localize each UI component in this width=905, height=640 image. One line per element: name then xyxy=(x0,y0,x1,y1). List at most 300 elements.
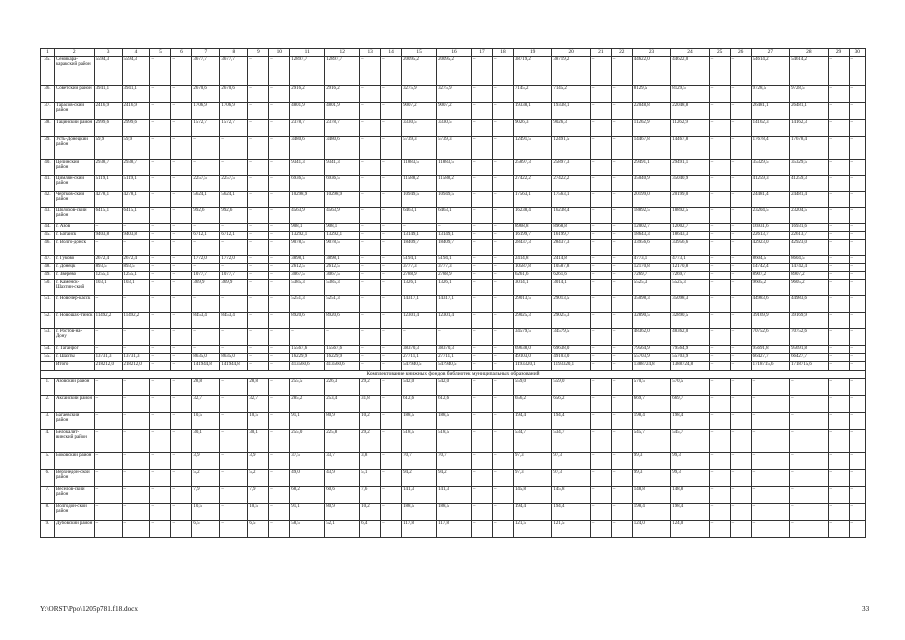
value-cell: – xyxy=(360,137,381,160)
value-cell: 3275,9 xyxy=(402,86,437,103)
value-cell: 10298,9 xyxy=(290,192,325,208)
value-cell: – xyxy=(171,362,192,371)
value-cell: 54614,2 xyxy=(751,57,789,86)
value-cell: 7,9 xyxy=(248,487,269,504)
row-name-cell: Усть-Донецкий район xyxy=(54,137,94,160)
value-cell: – xyxy=(171,137,192,160)
value-cell: – xyxy=(381,240,402,256)
value-cell: – xyxy=(709,240,730,256)
value-cell: – xyxy=(220,329,248,346)
value-cell: – xyxy=(171,521,192,538)
value-cell: 893,5 xyxy=(122,264,150,272)
value-cell: 1193320,1 xyxy=(552,362,590,371)
value-cell: – xyxy=(849,346,865,354)
value-cell: – xyxy=(730,57,751,86)
value-cell: – xyxy=(150,272,171,280)
value-cell: – xyxy=(122,224,150,232)
column-number-cell: 28 xyxy=(790,49,828,57)
value-cell: – xyxy=(590,57,611,86)
value-cell: 41259,3 xyxy=(790,176,828,192)
value-cell: 12491,5 xyxy=(552,137,590,160)
value-cell: – xyxy=(849,453,865,470)
row-name-cell: Боковский район xyxy=(54,453,94,470)
value-cell: 12301,4 xyxy=(402,313,437,329)
value-cell: – xyxy=(150,208,171,224)
row-name-cell: г. Новочер-касск xyxy=(54,296,94,313)
value-cell: – xyxy=(437,329,472,346)
value-cell: – xyxy=(492,160,513,176)
value-cell: – xyxy=(360,57,381,86)
value-cell: 4801,9 xyxy=(290,103,325,120)
row-name-cell: Итого xyxy=(54,362,94,371)
column-number-cell: 5 xyxy=(150,49,171,57)
value-cell: – xyxy=(94,430,122,453)
value-cell: 3,9 xyxy=(192,453,220,470)
footer-file-path: Y:\ORST\Ppo\1205p781.f18.docx xyxy=(40,605,138,613)
value-cell: 23204,5 xyxy=(790,208,828,224)
row-number-cell: 55. xyxy=(41,354,55,362)
value-cell: – xyxy=(828,137,849,160)
value-cell: 3941,1 xyxy=(122,86,150,103)
value-cell: – xyxy=(269,176,290,192)
value-cell: – xyxy=(171,103,192,120)
value-cell: 30,1 xyxy=(248,430,269,453)
value-cell: – xyxy=(171,313,192,329)
value-cell: 94,2 xyxy=(437,470,472,487)
value-cell: – xyxy=(730,521,751,538)
value-cell: 4278,1 xyxy=(94,192,122,208)
value-cell: 570,5 xyxy=(671,379,709,396)
value-cell: – xyxy=(269,240,290,256)
value-cell: – xyxy=(94,504,122,521)
value-cell: 6463,1 xyxy=(437,208,472,224)
value-cell: – xyxy=(171,272,192,280)
value-cell: – xyxy=(171,160,192,176)
value-cell: 612,6 xyxy=(437,396,472,413)
value-cell: 145,8 xyxy=(552,487,590,504)
value-cell: – xyxy=(492,362,513,371)
value-cell: 1772,0 xyxy=(192,256,220,264)
value-cell: – xyxy=(122,296,150,313)
value-cell: 58,5 xyxy=(290,521,325,538)
value-cell: – xyxy=(611,192,632,208)
value-cell: – xyxy=(269,487,290,504)
value-cell: 545,7 xyxy=(671,430,709,453)
value-cell: – xyxy=(171,504,192,521)
column-number-cell: 9 xyxy=(248,49,269,57)
value-cell: 8129,5 xyxy=(632,86,670,103)
value-cell: – xyxy=(611,362,632,371)
value-cell: 6,5 xyxy=(248,521,269,538)
value-cell: 7,6 xyxy=(360,487,381,504)
row-number-cell: 52. xyxy=(41,313,55,329)
value-cell: 10,5 xyxy=(192,504,220,521)
value-cell: 42923,0 xyxy=(751,240,789,256)
value-cell: 29491,1 xyxy=(632,160,670,176)
value-cell: – xyxy=(492,57,513,86)
value-cell: – xyxy=(171,470,192,487)
value-cell: 1326,1 xyxy=(402,280,437,296)
value-cell: 8968,8 xyxy=(552,224,590,232)
value-cell: – xyxy=(472,232,493,240)
value-cell: – xyxy=(590,362,611,371)
value-cell: – xyxy=(402,224,437,232)
value-cell: 23204,5 xyxy=(751,208,789,224)
value-cell: 3014,1 xyxy=(513,280,551,296)
value-cell: – xyxy=(220,137,248,160)
table-row xyxy=(41,346,866,354)
value-cell: 13292,1 xyxy=(325,232,360,240)
value-cell: 7145,2 xyxy=(552,86,590,103)
value-cell: – xyxy=(611,160,632,176)
value-cell: – xyxy=(590,430,611,453)
value-cell: – xyxy=(248,224,269,232)
value-cell: – xyxy=(790,379,828,396)
value-cell: – xyxy=(730,256,751,264)
value-cell: – xyxy=(709,313,730,329)
value-cell: 992,6 xyxy=(220,208,248,224)
value-cell: 6463,1 xyxy=(402,208,437,224)
value-cell: – xyxy=(590,521,611,538)
value-cell: – xyxy=(849,362,865,371)
value-cell: 545,7 xyxy=(632,430,670,453)
value-cell: – xyxy=(360,208,381,224)
value-cell: 59,9 xyxy=(122,137,150,160)
value-cell: – xyxy=(709,379,730,396)
value-cell: – xyxy=(492,224,513,232)
value-cell: – xyxy=(220,396,248,413)
value-cell: – xyxy=(220,521,248,538)
value-cell: – xyxy=(709,470,730,487)
value-cell: – xyxy=(611,521,632,538)
value-cell: 3275,9 xyxy=(437,86,472,103)
column-number-cell: 22 xyxy=(611,49,632,57)
value-cell: – xyxy=(611,430,632,453)
column-number-cell: 18 xyxy=(492,49,513,57)
value-cell: – xyxy=(790,396,828,413)
value-cell: 44622,0 xyxy=(671,57,709,86)
value-cell: – xyxy=(730,313,751,329)
value-cell: – xyxy=(849,137,865,160)
value-cell: 44622,0 xyxy=(632,57,670,86)
document-table-area xyxy=(40,48,866,538)
value-cell: – xyxy=(122,453,150,470)
value-cell: – xyxy=(248,208,269,224)
value-cell: – xyxy=(150,240,171,256)
value-cell: 5,1 xyxy=(360,470,381,487)
value-cell: – xyxy=(360,240,381,256)
value-cell: – xyxy=(492,240,513,256)
value-cell: 5739,3 xyxy=(402,137,437,160)
value-cell: – xyxy=(828,264,849,272)
value-cell: – xyxy=(709,176,730,192)
row-name-cell: г. Донецк xyxy=(54,264,94,272)
value-cell: – xyxy=(381,256,402,264)
value-cell: – xyxy=(751,396,789,413)
value-cell: – xyxy=(492,176,513,192)
section-heading: Комплектование книжных фондов библиотек муниципальных образований xyxy=(41,371,866,379)
row-name-cell: Аксайский район xyxy=(54,396,94,413)
value-cell: 17563,1 xyxy=(552,192,590,208)
value-cell: – xyxy=(150,504,171,521)
value-cell: 2938,7 xyxy=(122,160,150,176)
value-cell: – xyxy=(472,272,493,280)
value-cell: – xyxy=(730,224,751,232)
value-cell: 14317,1 xyxy=(437,296,472,313)
value-cell: – xyxy=(709,346,730,354)
value-cell: – xyxy=(381,453,402,470)
value-cell: – xyxy=(269,346,290,354)
value-cell: – xyxy=(709,521,730,538)
value-cell: – xyxy=(472,346,493,354)
value-cell: – xyxy=(828,86,849,103)
row-number-cell: 53. xyxy=(41,329,55,346)
value-cell: – xyxy=(730,240,751,256)
value-cell: – xyxy=(381,329,402,346)
value-cell: – xyxy=(590,86,611,103)
value-cell: – xyxy=(751,470,789,487)
value-cell: 97,3 xyxy=(513,453,551,470)
value-cell: – xyxy=(611,240,632,256)
value-cell: – xyxy=(220,346,248,354)
value-cell: 9728,5 xyxy=(790,86,828,103)
value-cell: – xyxy=(590,296,611,313)
value-cell: 28437,3 xyxy=(513,240,551,256)
value-cell: 11262,9 xyxy=(671,120,709,137)
value-cell: – xyxy=(381,362,402,371)
row-name-cell: Веселов-ский район xyxy=(54,487,94,504)
value-cell: – xyxy=(828,57,849,86)
value-cell: 13731,3 xyxy=(122,354,150,362)
value-cell: – xyxy=(248,272,269,280)
row-name-cell: г. Гуково xyxy=(54,256,94,264)
value-cell: 570,5 xyxy=(632,379,670,396)
value-cell: 2378,7 xyxy=(290,120,325,137)
value-cell: 54614,2 xyxy=(790,57,828,86)
value-cell: – xyxy=(828,313,849,329)
value-cell: – xyxy=(709,396,730,413)
value-cell: 29,2 xyxy=(360,379,381,396)
value-cell: – xyxy=(849,176,865,192)
value-cell: – xyxy=(381,413,402,430)
value-cell: – xyxy=(590,120,611,137)
value-cell: 9605,2 xyxy=(751,280,789,296)
value-cell: – xyxy=(122,430,150,453)
value-cell: – xyxy=(248,329,269,346)
value-cell: 7,9 xyxy=(192,487,220,504)
value-cell: – xyxy=(248,160,269,176)
value-cell: – xyxy=(751,413,789,430)
value-cell: – xyxy=(709,354,730,362)
value-cell: – xyxy=(790,413,828,430)
value-cell: – xyxy=(122,470,150,487)
value-cell: 11588,2 xyxy=(402,176,437,192)
value-cell: 1706,9 xyxy=(220,103,248,120)
value-cell: – xyxy=(381,224,402,232)
value-cell: 1255,1 xyxy=(122,272,150,280)
value-cell: 22048,8 xyxy=(671,103,709,120)
value-cell: – xyxy=(828,296,849,313)
page-number: 33 xyxy=(862,605,870,613)
value-cell: – xyxy=(590,487,611,504)
value-cell: – xyxy=(360,272,381,280)
value-cell: – xyxy=(381,137,402,160)
value-cell: – xyxy=(325,329,360,346)
value-cell: 2938,7 xyxy=(94,160,122,176)
value-cell: 226,3 xyxy=(325,379,360,396)
value-cell: 5,2 xyxy=(192,470,220,487)
value-cell: 55703,9 xyxy=(671,354,709,362)
value-cell: – xyxy=(590,103,611,120)
value-cell: 32,7 xyxy=(192,396,220,413)
value-cell: – xyxy=(611,176,632,192)
value-cell: 97,3 xyxy=(552,453,590,470)
value-cell: 1326,1 xyxy=(437,280,472,296)
table-row xyxy=(41,354,866,362)
value-cell: – xyxy=(611,504,632,521)
value-cell: 2257,5 xyxy=(220,176,248,192)
value-cell: – xyxy=(269,232,290,240)
value-cell: – xyxy=(360,296,381,313)
value-cell: – xyxy=(269,329,290,346)
value-cell: 70752,6 xyxy=(751,329,789,346)
value-cell: – xyxy=(381,487,402,504)
value-cell: 29491,1 xyxy=(671,160,709,176)
value-cell: 5251,3 xyxy=(290,296,325,313)
value-cell: – xyxy=(590,329,611,346)
value-cell: – xyxy=(220,264,248,272)
value-cell: – xyxy=(849,470,865,487)
value-cell: 11883,5 xyxy=(437,160,472,176)
value-cell: – xyxy=(171,232,192,240)
value-cell: – xyxy=(150,296,171,313)
value-cell: – xyxy=(611,296,632,313)
value-cell: 893,5 xyxy=(94,264,122,272)
value-cell: – xyxy=(381,379,402,396)
value-cell: 35329,5 xyxy=(790,160,828,176)
row-number-cell: 43. xyxy=(41,208,55,224)
value-cell: 141,3 xyxy=(402,487,437,504)
value-cell: – xyxy=(472,224,493,232)
value-cell: – xyxy=(220,504,248,521)
value-cell: – xyxy=(492,232,513,240)
value-cell: – xyxy=(381,296,402,313)
value-cell: – xyxy=(492,103,513,120)
column-number-cell: 15 xyxy=(402,49,437,57)
value-cell: 20199,0 xyxy=(671,192,709,208)
value-cell: 10587,8 xyxy=(513,264,551,272)
value-cell: – xyxy=(150,280,171,296)
value-cell: – xyxy=(472,521,493,538)
value-cell: – xyxy=(472,86,493,103)
value-cell: 1388724,8 xyxy=(632,362,670,371)
value-cell: 18409,7 xyxy=(402,240,437,256)
value-cell: 18643,3 xyxy=(671,232,709,240)
column-number-cell: 13 xyxy=(360,49,381,57)
value-cell: – xyxy=(360,103,381,120)
value-cell: 6261,6 xyxy=(552,272,590,280)
value-cell: – xyxy=(248,296,269,313)
value-cell: 3898,1 xyxy=(290,256,325,264)
value-cell: 18892,5 xyxy=(671,208,709,224)
value-cell: – xyxy=(492,280,513,296)
value-cell: – xyxy=(269,280,290,296)
value-cell: – xyxy=(381,521,402,538)
value-cell: – xyxy=(269,208,290,224)
value-cell: 22613,7 xyxy=(751,232,789,240)
value-cell: 148,8 xyxy=(632,487,670,504)
value-cell: – xyxy=(730,208,751,224)
value-cell: – xyxy=(122,487,150,504)
value-cell: 2670,6 xyxy=(192,86,220,103)
value-cell: – xyxy=(472,120,493,137)
value-cell: – xyxy=(828,232,849,240)
value-cell: – xyxy=(751,487,789,504)
value-cell: 10,5 xyxy=(248,413,269,430)
value-cell: – xyxy=(150,57,171,86)
value-cell: – xyxy=(269,413,290,430)
value-cell: 14162,3 xyxy=(790,120,828,137)
value-cell: – xyxy=(492,453,513,470)
value-cell: 10949,5 xyxy=(437,192,472,208)
value-cell: 32890,5 xyxy=(671,313,709,329)
value-cell: – xyxy=(828,354,849,362)
value-cell: – xyxy=(828,504,849,521)
value-cell: – xyxy=(248,280,269,296)
row-name-cell: Чертков-ский район xyxy=(54,192,94,208)
value-cell: – xyxy=(171,264,192,272)
value-cell: – xyxy=(171,240,192,256)
row-number-cell: 2. xyxy=(41,396,55,413)
value-cell: – xyxy=(220,430,248,453)
row-number-cell: 4. xyxy=(41,430,55,453)
value-cell: 1255,1 xyxy=(94,272,122,280)
value-cell: – xyxy=(248,362,269,371)
value-cell: – xyxy=(709,504,730,521)
value-cell: 14317,1 xyxy=(402,296,437,313)
value-cell: 13731,3 xyxy=(94,354,122,362)
value-cell: 141944,8 xyxy=(192,362,220,371)
value-cell: 26481,1 xyxy=(751,103,789,120)
value-cell: – xyxy=(828,103,849,120)
value-cell: – xyxy=(192,296,220,313)
value-cell: 1193320,1 xyxy=(513,362,551,371)
value-cell: 4563,9 xyxy=(290,208,325,224)
value-cell: – xyxy=(492,264,513,272)
value-cell: – xyxy=(472,313,493,329)
value-cell: – xyxy=(472,103,493,120)
value-cell: – xyxy=(94,521,122,538)
value-cell: 24481,4 xyxy=(790,192,828,208)
value-cell: – xyxy=(492,313,513,329)
value-cell: 5525,3 xyxy=(671,280,709,296)
value-cell: – xyxy=(472,192,493,208)
value-cell: – xyxy=(248,346,269,354)
value-cell: 70,7 xyxy=(402,453,437,470)
value-cell: – xyxy=(171,346,192,354)
value-cell: – xyxy=(192,346,220,354)
value-cell: – xyxy=(150,362,171,371)
value-cell: 9341,3 xyxy=(325,160,360,176)
value-cell: – xyxy=(360,224,381,232)
value-cell: – xyxy=(828,176,849,192)
value-cell: – xyxy=(360,280,381,296)
value-cell: – xyxy=(730,362,751,371)
value-cell: – xyxy=(150,103,171,120)
value-cell: – xyxy=(150,487,171,504)
value-cell: 3777,3 xyxy=(437,264,472,272)
column-number-cell: 11 xyxy=(290,49,325,57)
